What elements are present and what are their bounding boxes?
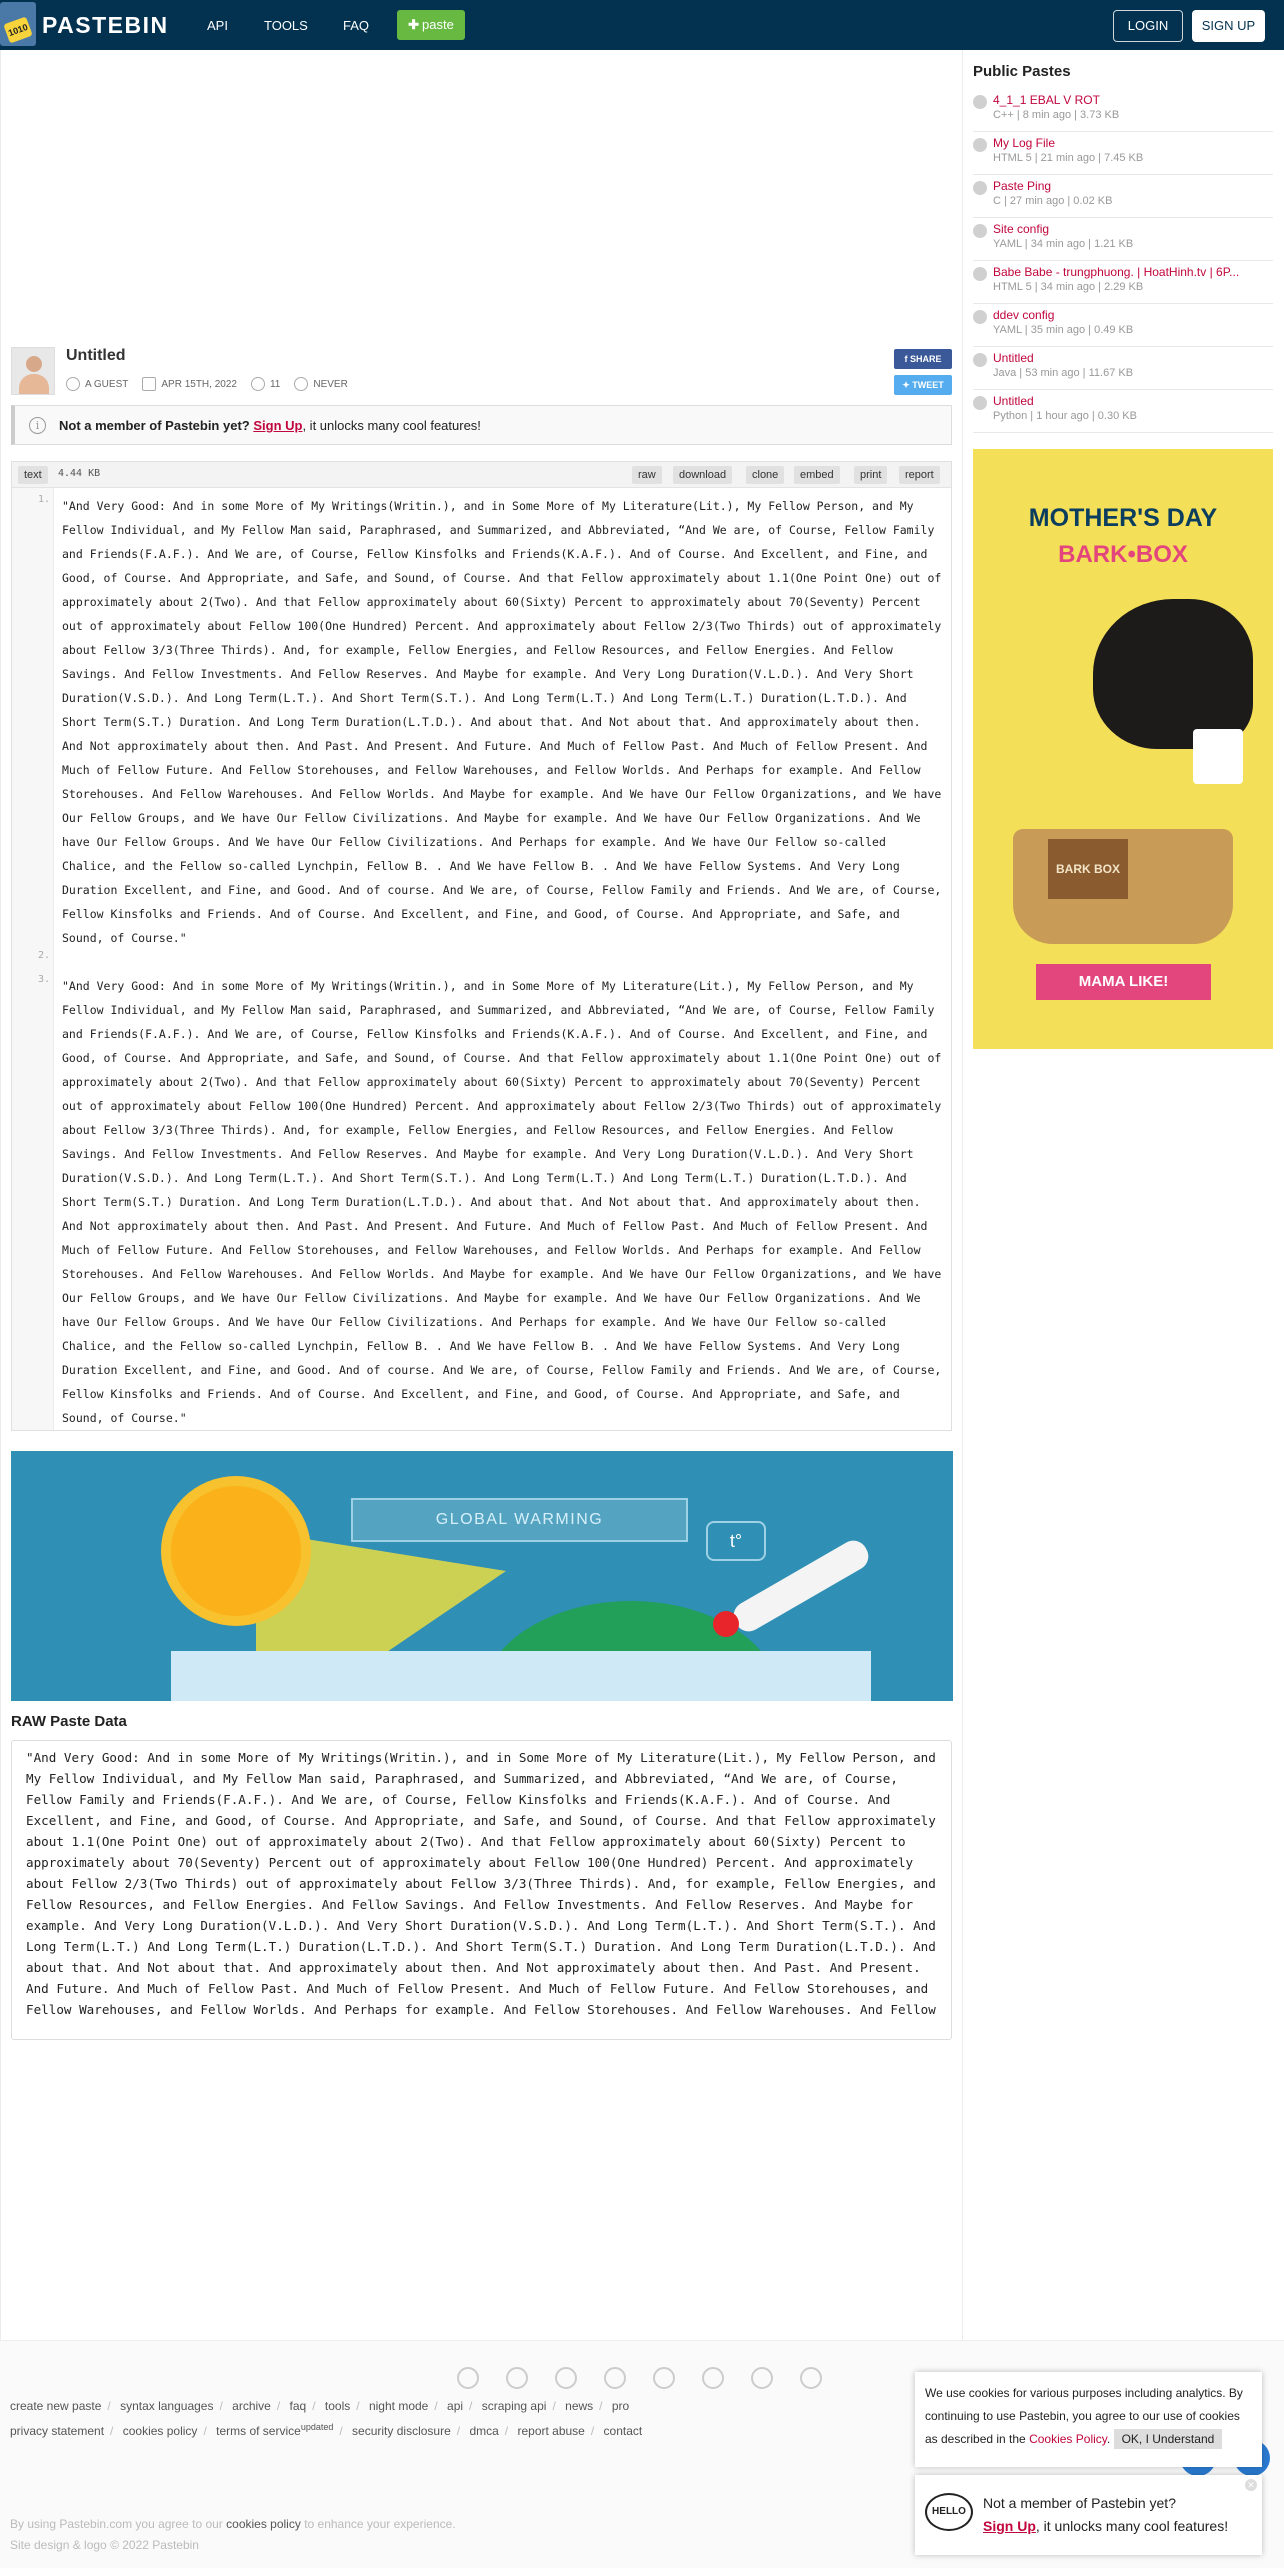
raw-paste-textarea[interactable] xyxy=(11,1740,952,2040)
paste-author[interactable]: A GUEST xyxy=(85,378,129,390)
paste-meta xyxy=(66,377,362,391)
hello-icon: HELLO xyxy=(925,2493,973,2531)
nav-faq[interactable]: FAQ xyxy=(343,18,370,33)
signup-button[interactable]: SIGN UP xyxy=(1192,10,1265,42)
public-paste-item[interactable]: My Log File HTML 5 | 21 min ago | 7.45 KB xyxy=(973,135,1273,175)
footer-link[interactable]: report abuse xyxy=(517,2424,585,2438)
cookie-policy-link[interactable]: Cookies Policy xyxy=(1029,2432,1107,2446)
barkbox-ad[interactable] xyxy=(973,449,1273,1049)
public-paste-item[interactable]: Babe Babe - trungphuong. | HoatHinh.tv | 6P... HTML 5 | 34 min ago | 2.29 KB xyxy=(973,264,1273,304)
footer-links-row2: privacy statement / cookies policy / terms of service$^{updated}$ / security disclosure / dmca / report abuse / contact xyxy=(10,2422,643,2438)
paste-expiry: NEVER xyxy=(313,378,348,390)
line-gutter xyxy=(12,488,54,1430)
footer-link[interactable]: contact xyxy=(603,2424,643,2438)
code-box xyxy=(11,461,952,1431)
android-icon[interactable] xyxy=(653,2367,675,2389)
thermometer-label: t° xyxy=(706,1521,766,1561)
footer-link[interactable]: syntax languages xyxy=(120,2399,214,2413)
logo-icon: 1010 xyxy=(0,2,36,46)
paste-icon xyxy=(973,267,987,281)
popup-signup-link[interactable]: Sign Up xyxy=(983,2518,1036,2534)
cookies-policy-link[interactable]: cookies policy xyxy=(226,2517,301,2531)
public-paste-item[interactable]: Untitled Java | 53 min ago | 11.67 KB xyxy=(973,350,1273,390)
footer-link[interactable]: terms of service xyxy=(216,2424,301,2438)
nav-tools[interactable]: TOOLS xyxy=(264,18,308,33)
syntax-label[interactable]: text xyxy=(18,466,48,484)
footer-link[interactable]: dmca xyxy=(469,2424,499,2438)
sublime-icon[interactable] xyxy=(800,2367,822,2389)
footer-link[interactable]: archive xyxy=(232,2399,271,2413)
paste-icon xyxy=(973,353,987,367)
footer-link[interactable]: night mode xyxy=(368,2399,429,2413)
new-paste-button[interactable]: ✚ paste xyxy=(397,10,465,40)
public-paste-item[interactable]: Untitled Python | 1 hour ago | 0.30 KB xyxy=(973,393,1273,433)
raw-paste-text: "And Very Good: And in some More of My Writings(Writin.), and in Some More of My Literature(Lit.), My Fellow Person, and My Fellow Individual, and My Fellow Man said, Paraphrased, and Summarized, and Abbreviated, “And We are, of Course, Fellow Family and Friends(F.A.F.). And We are, of Course, Fellow Kinsfolks and Friends(K.A.F.). And of Course. And Excellent, and Fine, and Good, of Course. And Appropriate, and Safe, and Sound, of Course. And that Fellow approximately about 1.1(One Point One) out of approximately about 2(Two). And that Fellow approximately about 60(Sixty) Percent to approximately about 70(Seventy) Percent out of approximately about Fellow 100(One Hundred) Percent. And approximately about Fellow 2/3(Two Thirds) out of approximately about Fellow 3/3(Three Thirds). And, for example, Fellow Energies, and Fellow Resources, and Fellow Energies. And Fellow Savings. And Fellow Investments. And Fellow Reserves. And Maybe for example. And Very Long Duration(V.L.D.). And Very Short Duration(V.S.D.). And Long Term(L.T.). And Short Term(S.T.). And Long Term(L.T.) And Long Term(L.T.) Duration(L.T.D.). And Short Term(S.T.) Duration. And Long Term Duration(L.T.D.). And about that. And Not about that. And approximately about then. And Not approximately about then. And Past. And Present. And Future. And Much of Fellow Past. And Much of Fellow Present. And Much of Fellow Future. And Fellow Storehouses, and Fellow Warehouses, and Fellow Worlds. And Perhaps for example. And Fellow Storehouses. And Fellow Warehouses. And Fellow xyxy=(26,1750,936,2017)
footer-link[interactable]: news xyxy=(565,2399,594,2413)
footer-copyright: Site design & logo © 2022 Pastebin xyxy=(10,2538,199,2552)
public-paste-item[interactable]: Paste Ping C | 27 min ago | 0.02 KB xyxy=(973,178,1273,218)
paste-title: Untitled xyxy=(66,347,126,364)
paste-icon xyxy=(973,224,987,238)
eye-icon xyxy=(251,377,265,391)
footer-link[interactable]: pro xyxy=(611,2399,630,2413)
dog-image xyxy=(1093,599,1253,749)
footer-link[interactable]: api xyxy=(447,2399,464,2413)
paste-icon xyxy=(973,310,987,324)
paste-views: 11 xyxy=(269,378,281,390)
notice-signup-link[interactable]: Sign Up xyxy=(253,418,303,433)
global-warming-banner[interactable] xyxy=(11,1451,953,1701)
paste-icon xyxy=(973,396,987,410)
twitter-icon: ✦ xyxy=(902,380,913,390)
firefox-icon[interactable] xyxy=(506,2367,528,2389)
tweet-button[interactable]: ✦ TWEET xyxy=(894,375,952,395)
footer-link[interactable]: privacy statement xyxy=(10,2424,105,2438)
login-button[interactable]: LOGIN xyxy=(1113,10,1183,42)
popup-text: Not a member of Pastebin yet? xyxy=(983,2495,1176,2511)
paste-info xyxy=(11,347,952,403)
code-line: "And Very Good: And in some More of My Writings(Writin.), and in Some More of My Literature(Lit.), My Fellow Person, and My Fellow Individual, and My Fellow Man said, Paraphrased, and Summarized, and Abbreviated, “And We are, of Course, Fellow Family and Friends(F.A.F.). And We are, of Course, Fellow Kinsfolks and Friends(K.A.F.). And of Course. And Excellent, and Fine, and Good, of Course. And Appropriate, and Safe, and Sound, of Course. And that Fellow approximately about 1.1(One Point One) out of approximately about 2(Two). And that Fellow approximately about 60(Sixty) Percent to approximately about 70(Seventy) Percent out of approximately about Fellow 100(One Hundred) Percent. And approximately about Fellow 2/3(Two Thirds) out of approximately about Fellow 3/3(Three Thirds). And, for example, Fellow Energies, and Fellow Resources, and Fellow Energies. And Fellow Savings. And Fellow Investments. And Fellow Reserves. And Maybe for example. And Very Long Duration(V.L.D.). And Very Short Duration(V.S.D.). And Long Term(L.T.). And Short Term(S.T.). And Long Term(L.T.) And Long Term(L.T.) Duration(L.T.D.). And Short Term(S.T.) Duration. And Long Term Duration(L.T.D.). And about that. And Not about that. And approximately about then. And Not approximately about then. And Past. And Present. And Future. And Much of Fellow Past. And Much of Fellow Present. And Much of Fellow Future. And Fellow Storehouses, and Fellow Warehouses, and Fellow Worlds. And Perhaps for example. And Fellow Storehouses. And Fellow Warehouses. And Fellow Worlds. And Maybe for example. And We have Our Fellow Organizations, and We have Our Fellow Groups, and We have Our Fellow Civilizations. And Maybe for example. And We have Our Fellow Organizations. And We have Our Fellow Groups. And We have Our Fellow Civilizations. And Perhaps for example. And We have Our Fellow so-called Chalice, and the Fellow so-called Lynchpin, Fellow B. . And We have Fellow B. . And We have Fellow Systems. And Very Long Duration Excellent, and Fine, and Good. And of course. And We are, of Course, Fellow Family and Friends. And We are, of Course, Fellow Kinsfolks and Friends. And of Course. And Excellent, and Fine, and Good, of Course. And Appropriate, and Safe, and Sound, of Course." xyxy=(62,499,942,945)
footer-cookie-note: By using Pastebin.com you agree to our cookies policy to enhance your experience. xyxy=(10,2517,456,2531)
browser-icons xyxy=(457,2367,849,2389)
public-paste-item[interactable]: ddev config YAML | 35 min ago | 0.49 KB xyxy=(973,307,1273,347)
share-button[interactable]: f SHARE xyxy=(894,349,952,369)
code-line: "And Very Good: And in some More of My Writings(Writin.), and in Some More of My Literature(Lit.), My Fellow Person, and My Fellow Individual, and My Fellow Man said, Paraphrased, and Summarized, and Abbreviated, “And We are, of Course, Fellow Family and Friends(F.A.F.). And We are, of Course, Fellow Kinsfolks and Friends(K.A.F.). And of Course. And Excellent, and Fine, and Good, of Course. And Appropriate, and Safe, and Sound, of Course. And that Fellow approximately about 1.1(One Point One) out of approximately about 2(Two). And that Fellow approximately about 60(Sixty) Percent to approximately about 70(Seventy) Percent out of approximately about Fellow 100(One Hundred) Percent. And approximately about Fellow 2/3(Two Thirds) out of approximately about Fellow 3/3(Three Thirds). And, for example, Fellow Energies, and Fellow Resources, and Fellow Energies. And Fellow Savings. And Fellow Investments. And Fellow Reserves. And Maybe for example. And Very Long Duration(V.L.D.). And Very Short Duration(V.S.D.). And Long Term(L.T.). And Short Term(S.T.). And Long Term(L.T.) And Long Term(L.T.) Duration(L.T.D.). And Short Term(S.T.) Duration. And Long Term Duration(L.T.D.). And about that. And Not about that. And approximately about then. And Not approximately about then. And Past. And Present. And Future. And Much of Fellow Past. And Much of Fellow Present. And Much of Fellow Future. And Fellow Storehouses, and Fellow Warehouses, and Fellow Worlds. And Perhaps for example. And Fellow Storehouses. And Fellow Warehouses. And Fellow Worlds. And Maybe for example. And We have Our Fellow Organizations, and We have Our Fellow Groups, and We have Our Fellow Civilizations. And Maybe for example. And We have Our Fellow Organizations. And We have Our Fellow Groups. And We have Our Fellow Civilizations. And Perhaps for example. And We have Our Fellow so-called Chalice, and the Fellow so-called Lynchpin, Fellow B. . And We have Fellow B. . And We have Fellow Systems. And Very Long Duration Excellent, and Fine, and Good. And of course. And We are, of Course, Fellow Family and Friends. And We are, of Course, Fellow Kinsfolks and Friends. And of Course. And Excellent, and Fine, and Good, of Course. And Appropriate, and Safe, and Sound, of Course." xyxy=(62,979,942,1425)
download-button[interactable]: download xyxy=(673,466,732,484)
footer-link[interactable]: create new paste xyxy=(10,2399,102,2413)
report-button[interactable]: report xyxy=(899,466,940,484)
header xyxy=(0,0,1284,50)
line-number: 2. xyxy=(37,950,50,961)
expire-icon xyxy=(294,377,308,391)
chrome-icon[interactable] xyxy=(457,2367,479,2389)
line-number: 3. xyxy=(37,974,50,985)
code-toolbar xyxy=(12,462,951,488)
opera-icon[interactable] xyxy=(751,2367,773,2389)
footer-link[interactable]: security disclosure xyxy=(352,2424,451,2438)
paste-icon xyxy=(973,95,987,109)
ad-box-label: BARK BOX xyxy=(1048,839,1128,899)
ios-icon[interactable] xyxy=(555,2367,577,2389)
facebook-icon: f xyxy=(904,354,910,364)
line-number: 1. xyxy=(37,494,50,505)
windows-icon[interactable] xyxy=(604,2367,626,2389)
ad-brand: BARK•BOX xyxy=(1058,541,1188,568)
sun-icon xyxy=(171,1486,301,1616)
clone-button[interactable]: clone xyxy=(746,466,784,484)
paste-icon xyxy=(973,181,987,195)
close-icon[interactable]: ✕ xyxy=(1245,2479,1257,2491)
paste-size: 4.44 KB xyxy=(58,468,101,479)
public-paste-item[interactable]: 4_1_1 EBAL V ROT C++ | 8 min ago | 3.73 KB xyxy=(973,92,1273,132)
logo-text: PASTEBIN xyxy=(42,12,169,38)
cookie-accept-button[interactable]: OK, I Understand xyxy=(1114,2429,1223,2449)
ad-headline: MOTHER'S DAY xyxy=(1028,504,1218,532)
banner-title: GLOBAL WARMING xyxy=(351,1498,688,1542)
footer-link[interactable]: faq xyxy=(289,2399,307,2413)
paste-date: APR 15TH, 2022 xyxy=(161,378,237,390)
public-paste-item[interactable]: Site config YAML | 34 min ago | 1.21 KB xyxy=(973,221,1273,261)
info-icon: i xyxy=(29,417,46,434)
footer-link[interactable]: cookies policy xyxy=(122,2424,198,2438)
footer-link[interactable]: scraping api xyxy=(481,2399,547,2413)
avatar xyxy=(11,347,55,395)
nav-api[interactable]: API xyxy=(207,18,228,33)
footer-links-row1: create new paste / syntax languages / archive / faq / tools / night mode / api / scraping api / news / pro xyxy=(10,2399,630,2413)
embed-button[interactable]: embed xyxy=(794,466,840,484)
paste-icon xyxy=(973,138,987,152)
raw-button[interactable]: raw xyxy=(632,466,662,484)
x-icon[interactable] xyxy=(702,2367,724,2389)
raw-paste-title: RAW Paste Data xyxy=(11,1713,127,1730)
public-pastes-title: Public Pastes xyxy=(973,63,1071,80)
user-icon xyxy=(66,377,80,391)
cookie-banner: We use cookies for various purposes including analytics. By continuing to use Pastebin, you agree to our use of cookies as described in the Cookies Policy. OK, I Understand xyxy=(915,2372,1262,2467)
ad-cta-button[interactable]: MAMA LIKE! xyxy=(1036,964,1211,1000)
plus-icon: ✚ xyxy=(408,17,420,32)
print-button[interactable]: print xyxy=(854,466,887,484)
footer-link[interactable]: tools xyxy=(324,2399,351,2413)
signup-popup: HELLO Not a member of Pastebin yet? Sign Up, it unlocks many cool features! ✕ xyxy=(915,2475,1262,2555)
calendar-icon xyxy=(142,377,156,391)
member-notice: i Not a member of Pastebin yet? Sign Up, it unlocks many cool features! xyxy=(11,405,952,445)
updated-badge: updated xyxy=(300,2422,334,2432)
